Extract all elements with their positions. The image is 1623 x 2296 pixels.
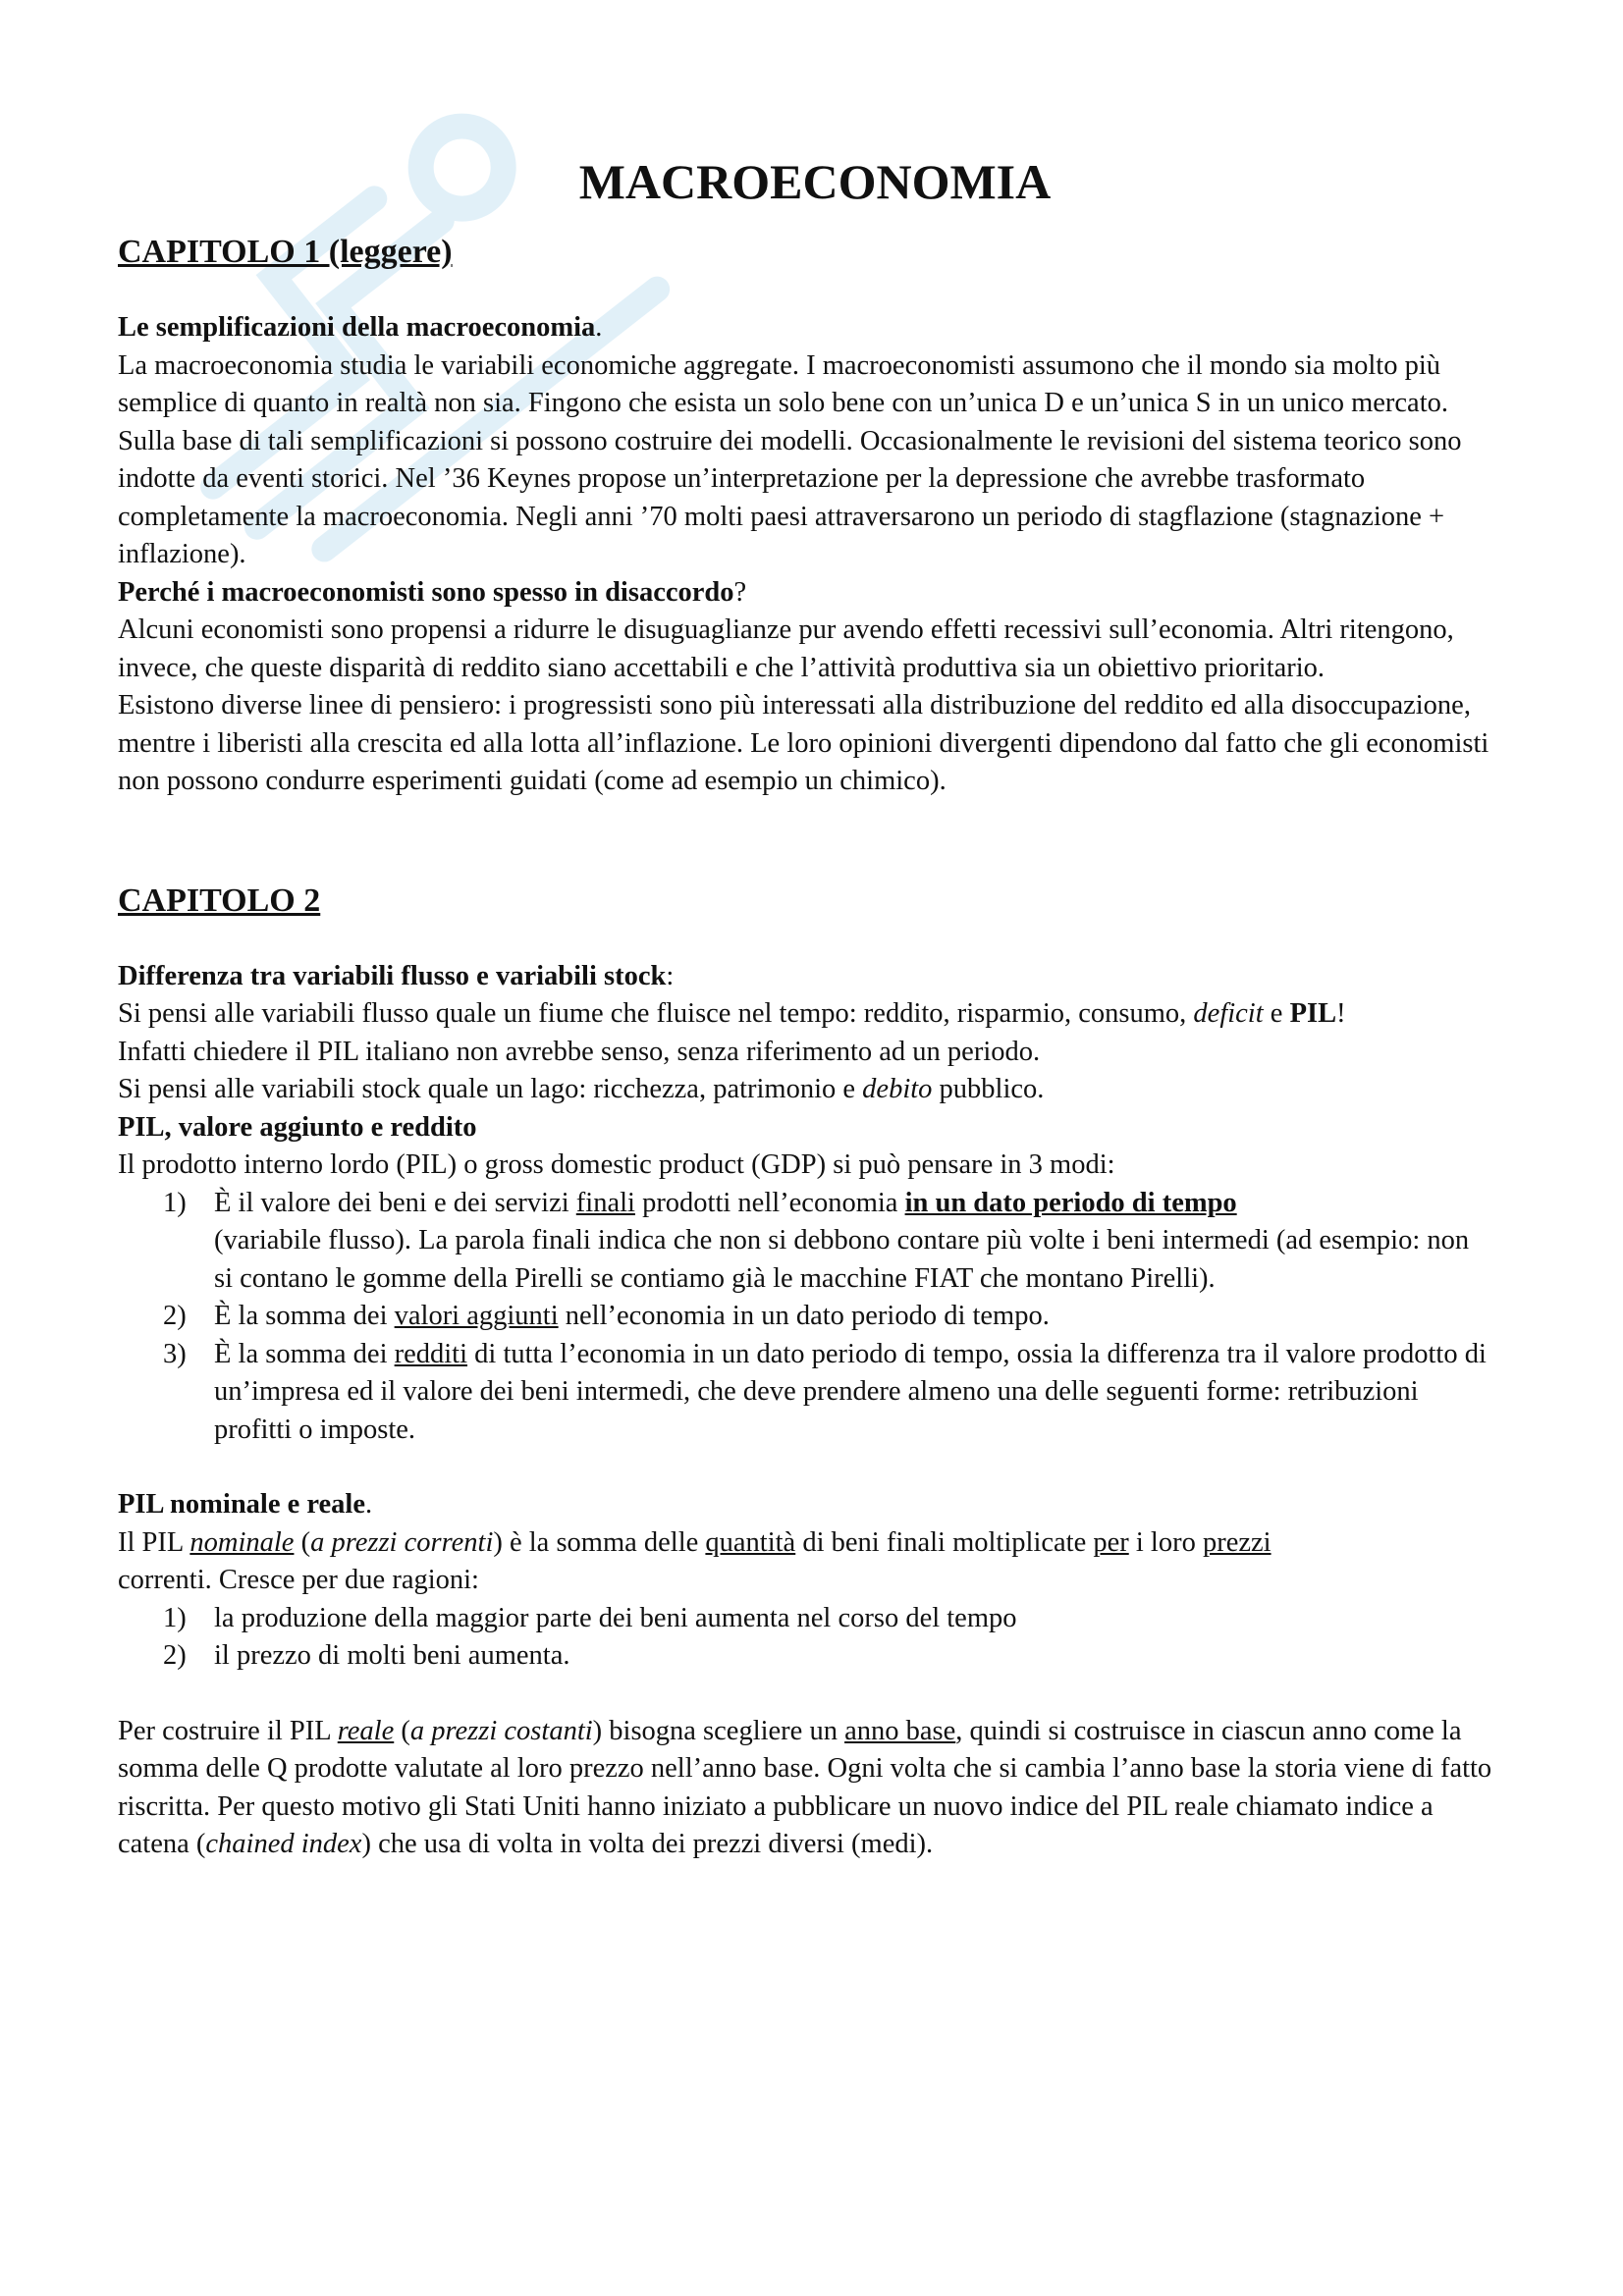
paragraph: La macroeconomia studia le variabili economiche aggregate. I macroeconomisti assumono che il mondo sia molto più semplice di quanto in realtà non sia. Fingono che esista un solo bene con un’unica D e un’unica S in un unico mercato.	[118, 349, 1448, 418]
paragraph: Sulla base di tali semplificazioni si possono costruire dei modelli. Occasionalmente le revisioni del sistema teorico sono indotte da eventi storici. Nel ’36 Keynes propose un’interpretazione per la depressione che avrebbe trasformato completamente la macroeconomia. Negli anni ’70 molti paesi attraversarono un periodo di stagflazione (stagnazione + inflazione).	[118, 425, 1462, 569]
section-title: Differenza tra variabili flusso e variabili stock:	[118, 960, 675, 991]
paragraph: Alcuni economisti sono propensi a ridurre le disuguaglianze pur avendo effetti recessivi sull’economia. Altri ritengono, invece, che queste disparità di reddito siano accettabili e che l’attività produttiva sia un obiettivo prioritario.	[118, 614, 1454, 683]
section-title-text: Perché i macroeconomisti sono spesso in disaccordo	[118, 576, 734, 608]
section-title: Le semplificazioni della macroeconomia.	[118, 312, 603, 343]
document-content	[118, 152, 1492, 1864]
list-item: 1) È il valore dei beni e dei servizi finali prodotti nell’economia in un dato periodo di tempo (variabile flusso). La parola finali indica che non si debbono contare più volte i beni intermedi (ad esempio: non si contano le gomme della Pirelli se contiamo già le macchine FIAT che montano Pirelli).	[163, 1187, 1470, 1294]
list-item: 3) È la somma dei redditi di tutta l’economia in un dato periodo di tempo, ossia la differenza tra il valore prodotto di un’impresa ed il valore dei beni intermedi, che deve prendere almeno una delle seguenti forme: retribuzioni profitti o imposte.	[163, 1338, 1487, 1445]
section-title: Perché i macroeconomisti sono spesso in disaccordo?	[118, 576, 747, 608]
section-title-text: Le semplificazioni della macroeconomia	[118, 312, 596, 343]
paragraph: Si pensi alle variabili stock quale un lago: ricchezza, patrimonio e debito pubblico.	[118, 1074, 1045, 1104]
list-item: 2) È la somma dei valori aggiunti nell’economia in un dato periodo di tempo.	[163, 1301, 1050, 1331]
section-title: PIL nominale e reale.	[118, 1489, 373, 1520]
paragraph: Il PIL nominale (a prezzi correnti) è la somma delle quantità di beni finali moltiplicate per i loro prezzi correnti. Cresce per due ragioni:	[118, 1526, 1271, 1595]
section-title-text: PIL, valore aggiunto e reddito	[118, 1111, 477, 1143]
gdp-definitions-list	[118, 1185, 1492, 1450]
paragraph: Esistono diverse linee di pensiero: i progressisti sono più interessati alla distribuzione del reddito ed alla disoccupazione, mentre i liberisti alla crescita ed alla lotta all’inflazione. Le loro opinioni divergenti dipendono dal fatto che gli economisti non possono condurre esperimenti guidati (come ad esempio un chimico).	[118, 690, 1489, 796]
section-title	[118, 1109, 1492, 1148]
section-title-text: PIL nominale e reale	[118, 1489, 365, 1520]
paragraph: Per costruire il PIL reale (a prezzi costanti) bisogna scegliere un anno base, quindi si costruisce in ciascun anno come la somma delle Q prodotte valutate al loro prezzo nell’anno base. Ogni volta che si cambia l’anno base la storia viene di fatto riscritta. Per questo motivo gli Stati Uniti hanno iniziato a pubblicare un nuovo indice del PIL reale chiamato indice a catena (chained index) che usa di volta in volta dei prezzi diversi (medi).	[118, 1715, 1492, 1859]
paragraph: Si pensi alle variabili flusso quale un fiume che fluisce nel tempo: reddito, risparmio, consumo, deficit e PIL!	[118, 998, 1346, 1029]
growth-reasons-list	[118, 1600, 1492, 1676]
list-item: 1) la produzione della maggior parte dei beni aumenta nel corso del tempo	[163, 1602, 1017, 1633]
section-title-text: Differenza tra variabili flusso e variabili stock	[118, 960, 667, 991]
paragraph: Infatti chiedere il PIL italiano non avrebbe senso, senza riferimento ad un periodo.	[118, 1036, 1041, 1067]
list-item: 2) il prezzo di molti beni aumenta.	[163, 1640, 570, 1671]
chapter-1-heading: CAPITOLO 1 (leggere)	[118, 234, 453, 270]
paragraph: Il prodotto interno lordo (PIL) o gross domestic product (GDP) si può pensare in 3 modi:	[118, 1149, 1115, 1180]
chapter-2-heading: CAPITOLO 2	[118, 881, 321, 919]
document-title: MACROECONOMIA	[578, 154, 1052, 209]
